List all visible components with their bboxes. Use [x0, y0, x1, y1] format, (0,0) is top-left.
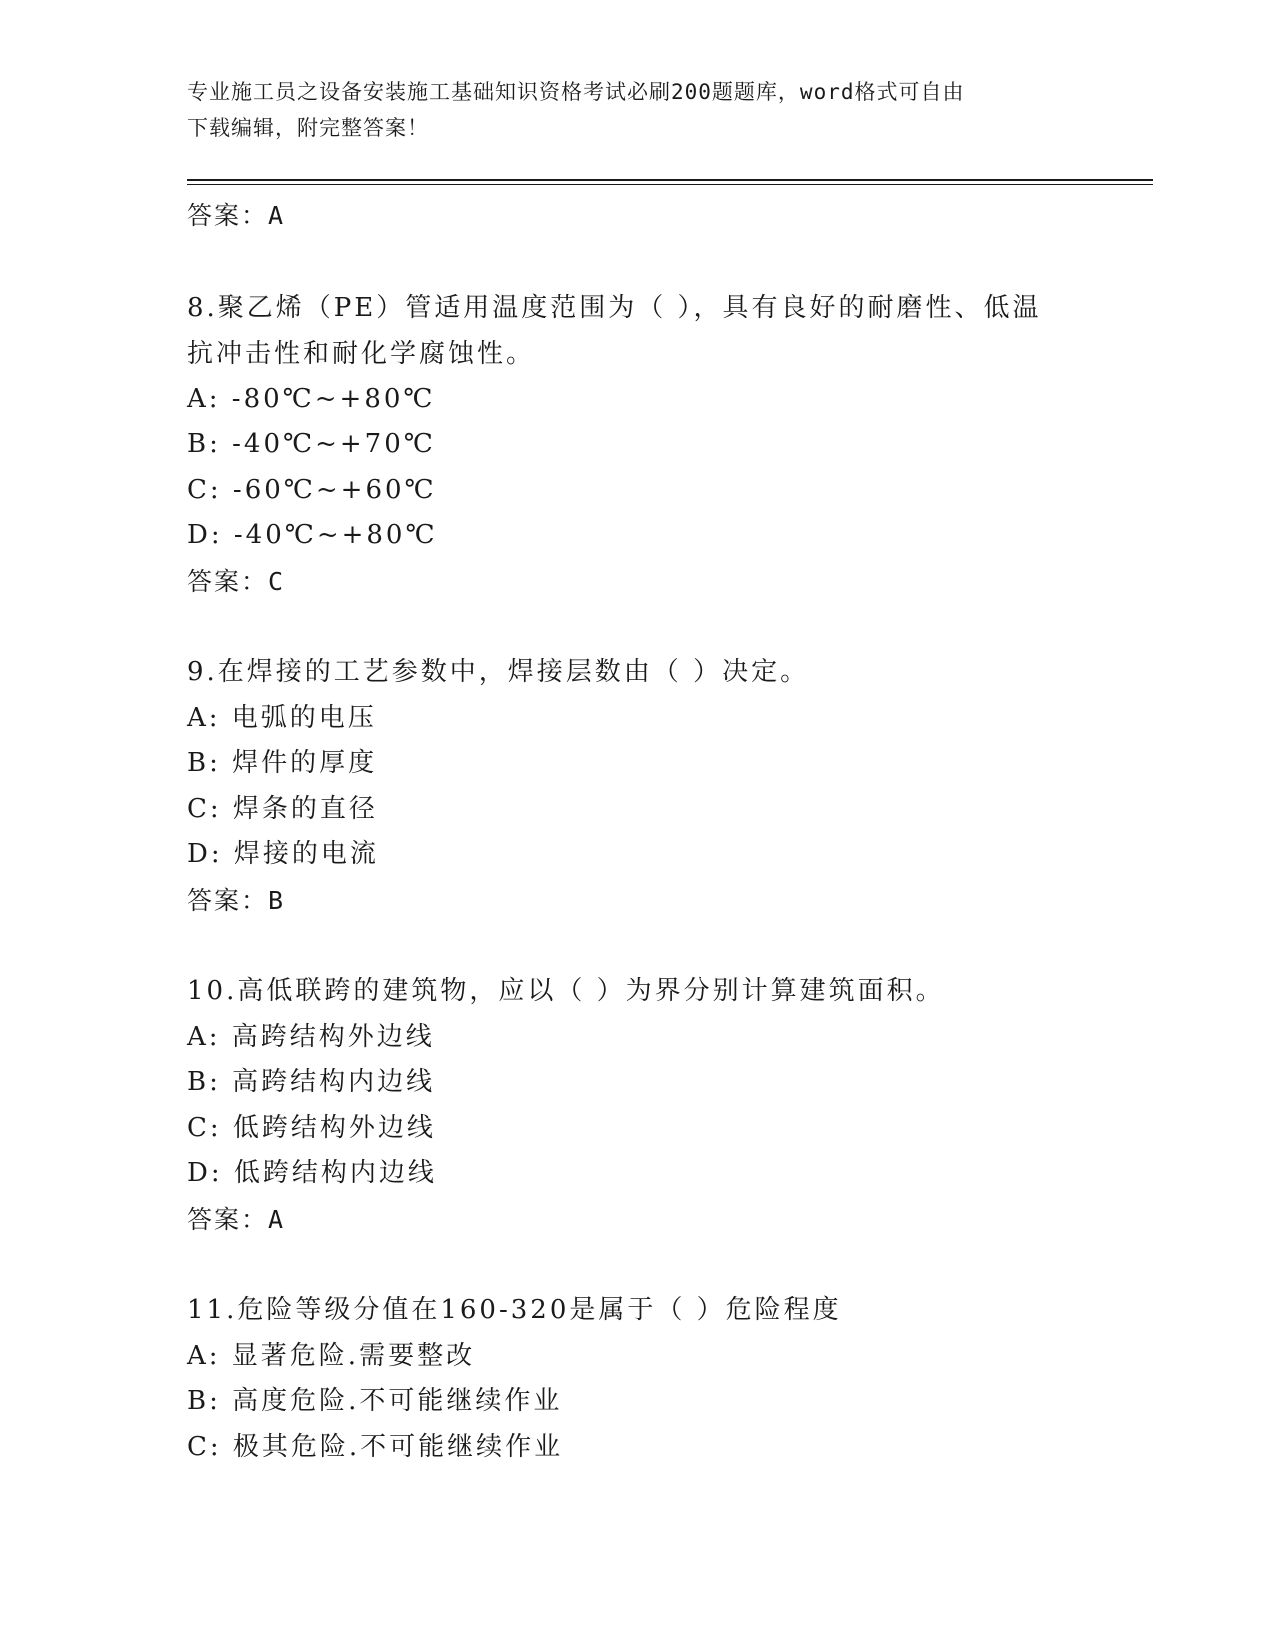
option-a: A: -80℃~+80℃: [187, 383, 436, 414]
option-a: A: 电弧的电压: [187, 702, 377, 733]
answer-line: [187, 193, 1087, 239]
question-list: [187, 193, 1087, 1470]
answer-label: 答案：: [187, 885, 269, 915]
option-c: C: -60℃~+60℃: [187, 474, 437, 505]
option-c: C: 焊条的直径: [187, 793, 378, 824]
question-stem: 11.危险等级分值在160-320是属于（ ）危险程度: [187, 1295, 842, 1325]
header-title-line-2: 下载编辑，附完整答案！: [187, 116, 429, 140]
header-divider: [187, 179, 1153, 181]
option-c: C: 低跨结构外边线: [187, 1112, 436, 1143]
question-8: [187, 285, 1087, 605]
option-c: C: 极其危险.不可能继续作业: [187, 1431, 564, 1462]
option-d: D: -40℃~+80℃: [187, 520, 438, 550]
option-b: B: 焊件的厚度: [187, 748, 378, 778]
header-divider-thin: [187, 184, 1153, 185]
option-d: D: 低跨结构内边线: [187, 1158, 437, 1188]
question-stem: 10.高低联跨的建筑物，应以（ ）为界分别计算建筑面积。: [187, 976, 945, 1006]
answer-line: [187, 559, 1087, 605]
question-9: [187, 650, 1087, 923]
option-d: D: 焊接的电流: [187, 839, 379, 869]
option-a: A: 高跨结构外边线: [187, 1021, 435, 1052]
answer-line: [187, 878, 1087, 924]
answer-value: B: [268, 885, 286, 915]
header-title-line-1: 专业施工员之设备安装施工基础知识资格考试必刷200题题库，word格式可自由: [187, 80, 965, 104]
answer-label: 答案：: [187, 201, 269, 230]
question-stem: 8.聚乙烯（PE）管适用温度范围为（ ），具有良好的耐磨性、低温抗冲击性和耐化学腐蚀性。: [187, 292, 1042, 369]
answer-label: 答案：: [187, 1204, 269, 1234]
option-b: B: -40℃~+70℃: [187, 429, 436, 459]
option-a: A: 显著危险.需要整改: [187, 1340, 476, 1371]
answer-line: [187, 1197, 1087, 1243]
answer-value: C: [268, 566, 286, 596]
answer-label: 答案：: [187, 566, 269, 596]
answer-value: A: [268, 201, 286, 230]
question-10: [187, 969, 1087, 1242]
option-b: B: 高度危险.不可能继续作业: [187, 1386, 563, 1416]
document-header: [187, 74, 1087, 146]
question-stem: 9.在焊接的工艺参数中，焊接层数由（ ）决定。: [187, 657, 810, 687]
option-b: B: 高跨结构内边线: [187, 1067, 436, 1097]
answer-value: A: [268, 1204, 286, 1234]
question-11: [187, 1288, 1087, 1470]
